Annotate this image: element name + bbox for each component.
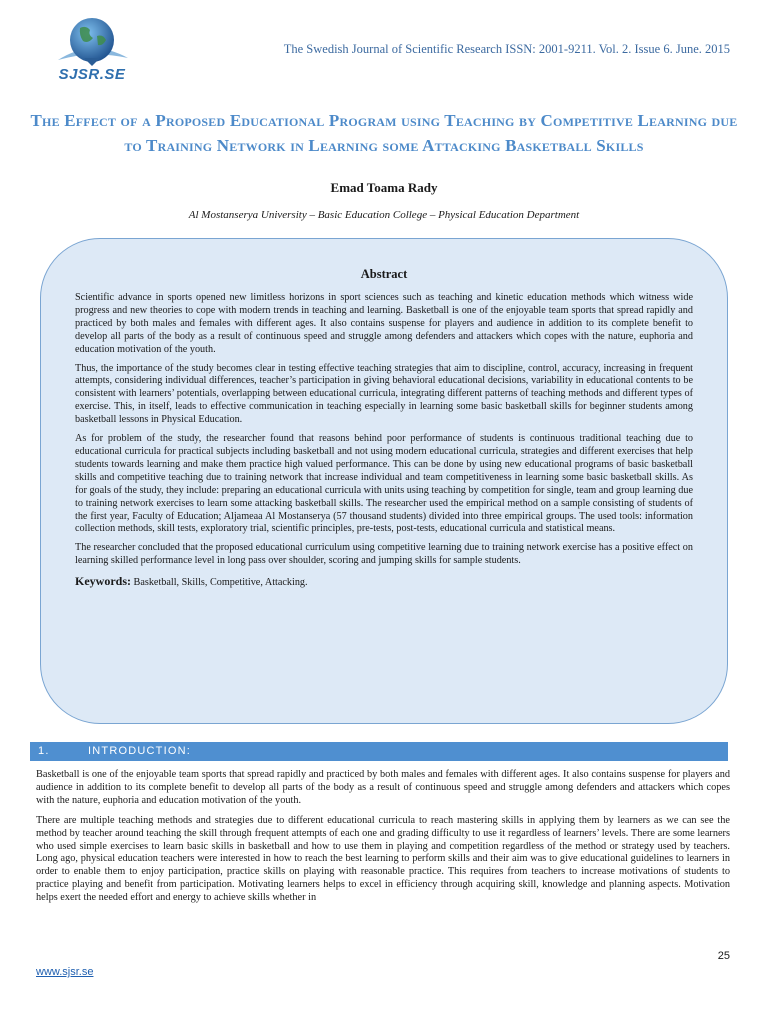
- section-heading-introduction: [30, 742, 728, 761]
- keywords-label: Keywords:: [75, 574, 131, 589]
- abstract-paragraph: The researcher concluded that the proposed educational curriculum using competitive learning due to training network exercise has a positive effect on learning skilled performance level in long pass over shoulder, scoring and jumping skills for sample students.: [75, 542, 693, 567]
- section-title: INTRODUCTION:: [88, 745, 191, 757]
- author-name: Emad Toama Rady: [330, 180, 438, 195]
- abstract-paragraph: As for problem of the study, the researcher found that reasons behind poor performance of students is continuous traditional teaching due to educational curricula for practical subjects including basketball and not using modern educational curricula, strategies and different exercises that help students towards learning and make them practice high valued performance. This can be done by using new educational programs of basic basketball skills and competitive teaching due to training network that increase individual and team competitiveness in learning some basic basketball skills. As for goals of the study, they include: preparing an educational curricula with units using teaching by competition for single, team and group learning due to training network exercises to learn some attacking basketball skills. The researcher used the empirical method on a sample consisting of students of the first year, Faculty of Education; Aljameaa Al Mostanserya (57 thousand students) divided into three empirical groups. The used tools: information collection methods, skill tests, exploratory trial, scientific principles, pre-tests, post-tests, educational curricula and statistical means.: [75, 433, 693, 535]
- abstract-paragraph: Thus, the importance of the study becomes clear in testing effective teaching strategies that aim to discipline, control, accuracy, increasing in frequent attempts, considering individual differences, teacher’s participation in giving behavioral educational decisions, variability in educational contents to be consistent with learners’ potentials, overlapping between educational curricula, integrating different patterns of teaching methods and different types of exercise. This, in itself, leads to effective communication in teaching especially in learning some basic basketball skills for beginner students among basketball lessons in Physical Education.: [75, 362, 693, 426]
- website-link[interactable]: www.sjsr.se: [36, 966, 94, 978]
- logo-text: SJSR.SE: [58, 66, 126, 83]
- body-paragraph: There are multiple teaching methods and strategies due to different educational curricula to reach mastering skills in applying them by learners as we can see the method by teacher around teaching the skill through frequent attempts of each one and grading difficulty to use it regardless of learners’ levels. There are some learners who used simple exercises to learn basic skills in basketball and how to use them in playing and competition regardless of the method or strategy used by teachers. Long ago, physical education teachers were interested in how to reach the best learning to perform skills and their aim was to give educational guidelines to learners in order to enable them to enjoy participation, practice skills on playing with reasonable practice. This requires from teachers to increase motivations of students to practice playing and benefit from participation. Motivating learners helps to excel in efficiency through acquiring skill, knowledge and planning aspects. Motivation helps exert the needed effort and energy to achieve skills whether in: [36, 814, 730, 904]
- abstract-box: [40, 238, 728, 724]
- abstract-paragraph: Scientific advance in sports opened new limitless horizons in sport sciences such as teaching and kinetic education methods which witness wide progress and new theories to cope with modern trends in teaching and learning. Basketball is one of the enjoyable team sports that spread rapidly and practiced by both males and females with different ages. It also contains suspense for players and audience in addition to its complete benefit to develop all parts of the body as a result of continuous speed and struggle among defenders and attackers which copes with the nature, euphoria and education motivation of the youth.: [75, 292, 693, 355]
- page-number: 25: [717, 950, 730, 962]
- section-number: 1.: [38, 745, 50, 757]
- keywords: [75, 574, 693, 589]
- abstract-heading: Abstract: [360, 267, 408, 281]
- journal-header: The Swedish Journal of Scientific Research ISSN: 2001-9211. Vol. 2. Issue 6. June. 2015: [283, 42, 730, 56]
- journal-logo: [40, 14, 144, 92]
- section-body: [36, 769, 730, 912]
- paper-title: The Effect of a Proposed Educational Program using Teaching by Competitive Learning due to Training Network in Learning some Attacking Basketball Skills: [30, 111, 738, 155]
- author-affiliation: Al Mostanserya University – Basic Education College – Physical Education Department: [188, 209, 580, 221]
- body-paragraph: Basketball is one of the enjoyable team sports that spread rapidly and practiced by both males and females with different ages. It also contains suspense for players and audience in addition to its complete benefit to develop all parts of the body as a result of continuous speed and struggle among defenders and attackers which copes with the nature, euphoria and education motivation of the youth.: [36, 769, 730, 806]
- keywords-list: Basketball, Skills, Competitive, Attacking.: [133, 577, 308, 589]
